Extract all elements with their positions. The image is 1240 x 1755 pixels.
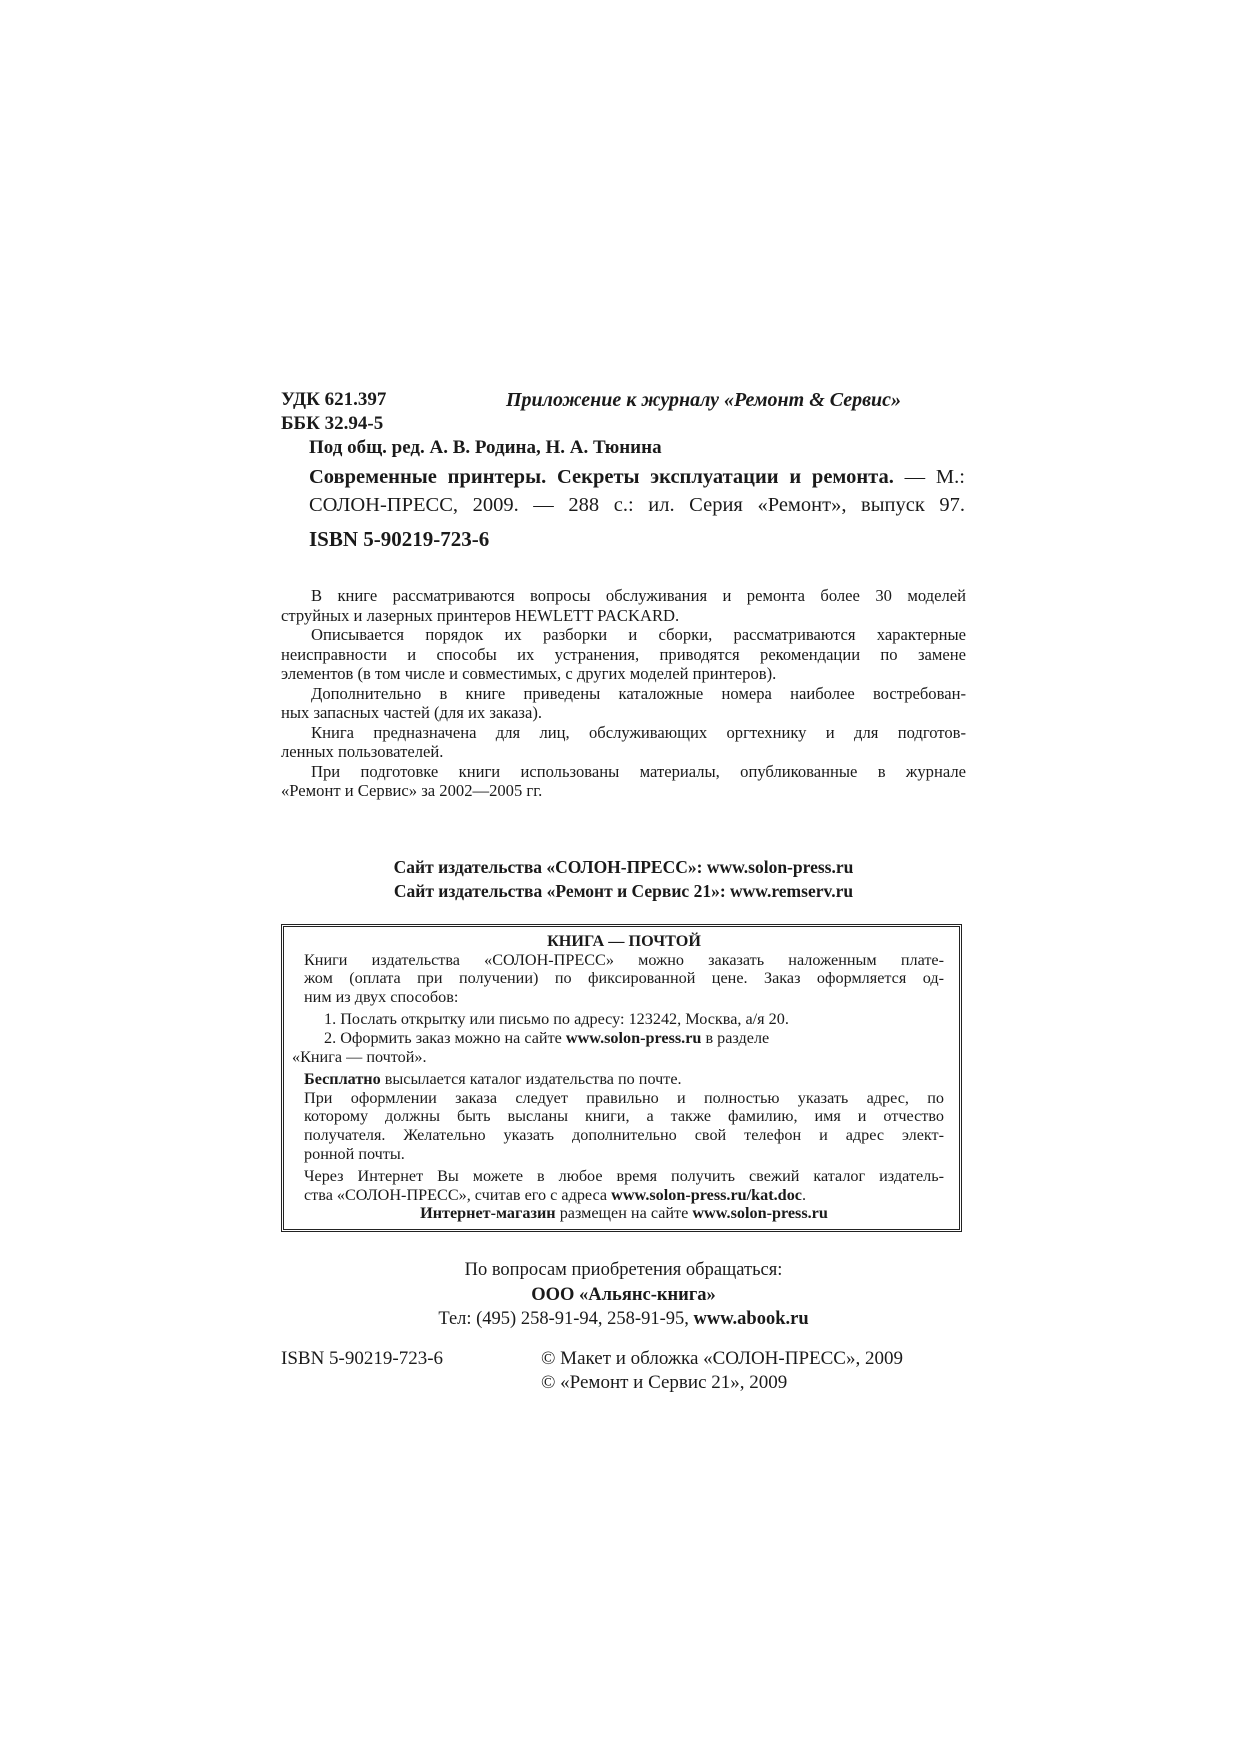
abstract-line: Описывается порядок их разборки и сборки, рассматриваются характерные bbox=[311, 625, 966, 644]
free-catalog-line bbox=[304, 1070, 944, 1089]
purchase-heading: По вопросам приобретения обращаться: bbox=[464, 1260, 783, 1280]
online-shop-line bbox=[304, 1204, 944, 1223]
internet-catalog-text: ства «СОЛОН-ПРЕСС», считав его с адреса bbox=[304, 1185, 612, 1204]
citation-line-1 bbox=[309, 463, 965, 491]
copyright-line-2: © «Ремонт и Сервис 21», 2009 bbox=[541, 1372, 788, 1393]
internet-catalog-line: Через Интернет Вы можете в любое время получить свежий каталог издатель- bbox=[304, 1167, 944, 1186]
order-method-2-continuation: «Книга — почтой». bbox=[292, 1047, 427, 1066]
address-instruction-line: которому должны быть высланы книги, а также фамилию, имя и отчество bbox=[304, 1107, 944, 1126]
abstract bbox=[281, 586, 966, 801]
free-catalog-text: высылается каталог издательства по почте. bbox=[380, 1070, 682, 1089]
order-method-2-suffix: в разделе bbox=[701, 1028, 770, 1047]
internet-catalog-period: . bbox=[801, 1185, 807, 1204]
online-shop-text: размещен на сайте bbox=[555, 1204, 693, 1223]
solon-press-link[interactable]: www.solon-press.ru bbox=[565, 1028, 702, 1047]
order-method-2-text: 2. Оформить заказ можно на сайте bbox=[324, 1028, 566, 1047]
isbn-footer: ISBN 5-90219-723-6 bbox=[281, 1348, 444, 1369]
abstract-line: «Ремонт и Сервис» за 2002—2005 гг. bbox=[281, 781, 543, 800]
copyright-line-1: © Макет и обложка «СОЛОН-ПРЕСС», 2009 bbox=[541, 1348, 903, 1369]
abook-link[interactable]: www.abook.ru bbox=[693, 1309, 809, 1329]
mail-order-box bbox=[281, 924, 962, 1232]
phone-line bbox=[281, 1307, 966, 1332]
online-shop-link[interactable]: www.solon-press.ru bbox=[692, 1204, 828, 1223]
journal-supplement-note: Приложение к журналу «Ремонт & Сервис» bbox=[506, 389, 902, 411]
abstract-line: неисправности и способы их устранения, приводятся рекомендации по замене bbox=[281, 644, 966, 664]
address-instruction-line: ронной почты. bbox=[304, 1144, 405, 1163]
abstract-line: Книга предназначена для лиц, обслуживающих оргтехнику и для подготов- bbox=[311, 722, 966, 742]
order-method-2 bbox=[304, 1029, 944, 1048]
abstract-line: струйных и лазерных принтеров HEWLETT PACKARD. bbox=[281, 605, 680, 625]
mail-order-intro-line: Книги издательства «СОЛОН-ПРЕСС» можно заказать наложенным плате- bbox=[304, 950, 944, 969]
citation-line-2: СОЛОН-ПРЕСС, 2009. — 288 с.: ил. Серия «Ремонт», выпуск 97. bbox=[309, 494, 965, 516]
abstract-line: В книге рассматриваются вопросы обслуживания и ремонта более 30 моделей bbox=[311, 586, 966, 605]
bibliographic-citation bbox=[309, 463, 965, 519]
book-title: Современные принтеры. Секреты эксплуатации и ремонта. bbox=[309, 466, 894, 488]
online-shop-label: Интернет-магазин bbox=[420, 1204, 556, 1223]
citation-publisher-start: — М.: bbox=[893, 466, 965, 488]
free-label: Бесплатно bbox=[304, 1070, 381, 1089]
address-instruction-line: получателя. Желательно указать дополнительно свой телефон и адрес элект- bbox=[304, 1125, 944, 1144]
address-instruction-line: При оформлении заказа следует правильно и полностью указать адрес, по bbox=[304, 1088, 944, 1107]
phone-numbers: Тел: (495) 258-91-94, 258-91-95, bbox=[438, 1309, 694, 1329]
mail-order-title: КНИГА — ПОЧТОЙ bbox=[547, 932, 701, 950]
abstract-line: При подготовке книги использованы материалы, опубликованные в журнале bbox=[311, 761, 966, 781]
abstract-line: элементов (в том числе и совместимых, с других моделей принтеров). bbox=[281, 664, 777, 683]
copyright-block bbox=[541, 1347, 903, 1395]
solon-press-site-line: Сайт издательства «СОЛОН-ПРЕСС»: www.solon-press.ru bbox=[393, 857, 854, 877]
remserv-site-line: Сайт издательства «Ремонт и Сервис 21»: www.remserv.ru bbox=[393, 881, 854, 901]
distributor-name: ООО «Альянс-книга» bbox=[531, 1284, 716, 1305]
isbn-heading: ISBN 5-90219-723-6 bbox=[309, 527, 490, 551]
mail-order-intro-line: жом (оплата при получении) по фиксированной цене. Заказ оформляется од- bbox=[304, 969, 944, 988]
abstract-line: ных запасных частей (для их заказа). bbox=[281, 703, 543, 722]
bbk-code: ББК 32.94-5 bbox=[281, 413, 384, 434]
abstract-line: ленных пользователей. bbox=[281, 742, 444, 761]
editors-line: Под общ. ред. А. В. Родина, Н. А. Тюнина bbox=[309, 437, 662, 458]
udk-code: УДК 621.397 bbox=[281, 389, 387, 410]
order-method-1: 1. Послать открытку или письмо по адресу: 123242, Москва, а/я 20. bbox=[324, 1010, 789, 1029]
abstract-line: Дополнительно в книге приведены каталожные номера наиболее востребован- bbox=[311, 683, 966, 703]
purchase-contacts bbox=[281, 1258, 966, 1332]
internet-catalog-line-2 bbox=[304, 1186, 944, 1205]
mail-order-intro-line: ним из двух способов: bbox=[304, 987, 459, 1006]
catalog-doc-link[interactable]: www.solon-press.ru/kat.doc bbox=[611, 1185, 802, 1204]
publisher-websites bbox=[281, 855, 966, 903]
